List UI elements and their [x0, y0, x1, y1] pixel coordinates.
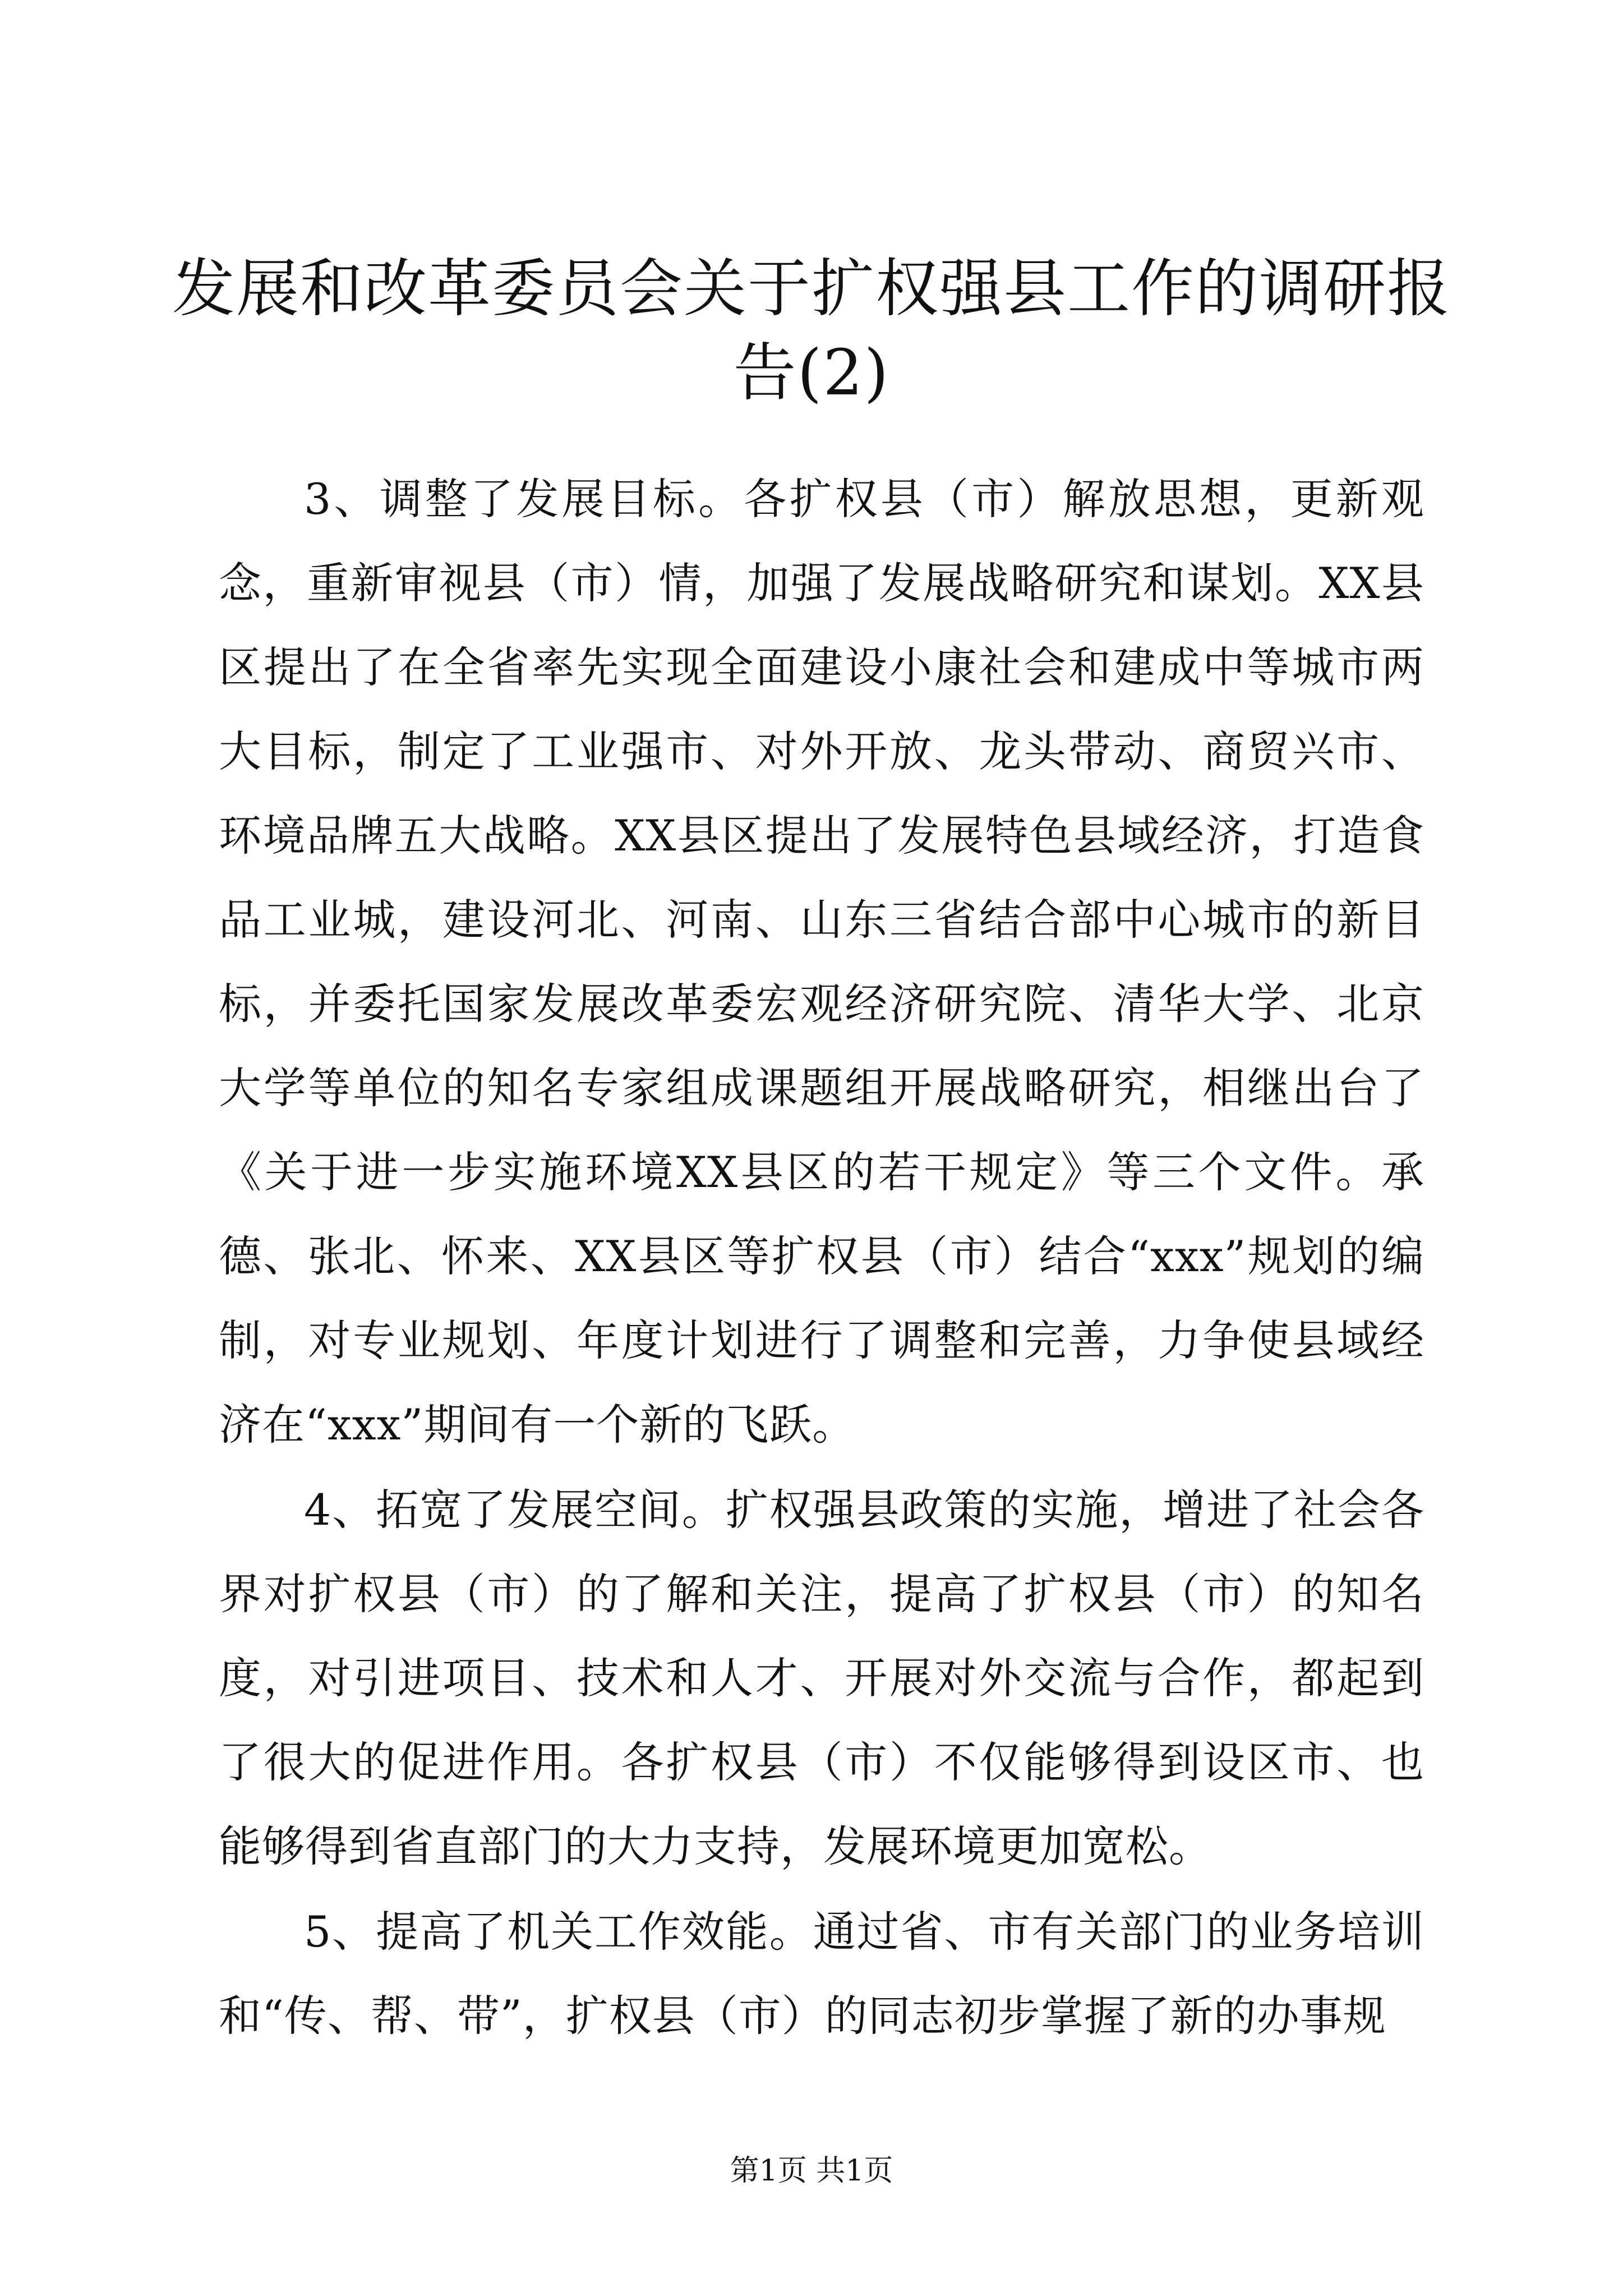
- page-footer: 第1页 共1页: [730, 2154, 893, 2188]
- paragraph-3: 3、调整了发展目标。各扩权县（市）解放思想，更新观念，重新审视县（市）情，加强了发展战略研究和谋划。XX县区提出了在全省率先实现全面建设小康社会和建成中等城市两大目标，制定了工业强市、对外开放、龙头带动、商贸兴市、环境品牌五大战略。XX县区提出了发展特色县域经济，打造食品工业城，建设河北、河南、山东三省结合部中心城市的新目标，并委托国家发展改革委宏观经济研究院、清华大学、北京大学等单位的知名专家组成课题组开展战略研究，相继出台了《关于进一步实施环境XX县区的若干规定》等三个文件。承德、张北、怀来、XX县区等扩权县（市）结合“xxx”规划的编制，对专业规划、年度计划进行了调整和完善，力争使县域经济在“xxx”期间有一个新的飞跃。: [219, 474, 1424, 1450]
- document-body: [219, 457, 1424, 2059]
- paragraph-5: 5、提高了机关工作效能。通过省、市有关部门的业务培训和“传、帮、带”，扩权县（市）的同志初步掌握了新的办事规: [219, 1907, 1424, 2041]
- document-title: 发展和改革委员会关于扩权强县工作的调研报告(2): [172, 252, 1451, 409]
- paragraph-4: 4、拓宽了发展空间。扩权强县政策的实施，增进了社会各界对扩权县（市）的了解和关注，提高了扩权县（市）的知名度，对引进项目、技术和人才、开展对外交流与合作，都起到了很大的促进作用。各扩权县（市）不仅能够得到设区市、也能够得到省直部门的大力支持，发展环境更加宽松。: [219, 1485, 1424, 1871]
